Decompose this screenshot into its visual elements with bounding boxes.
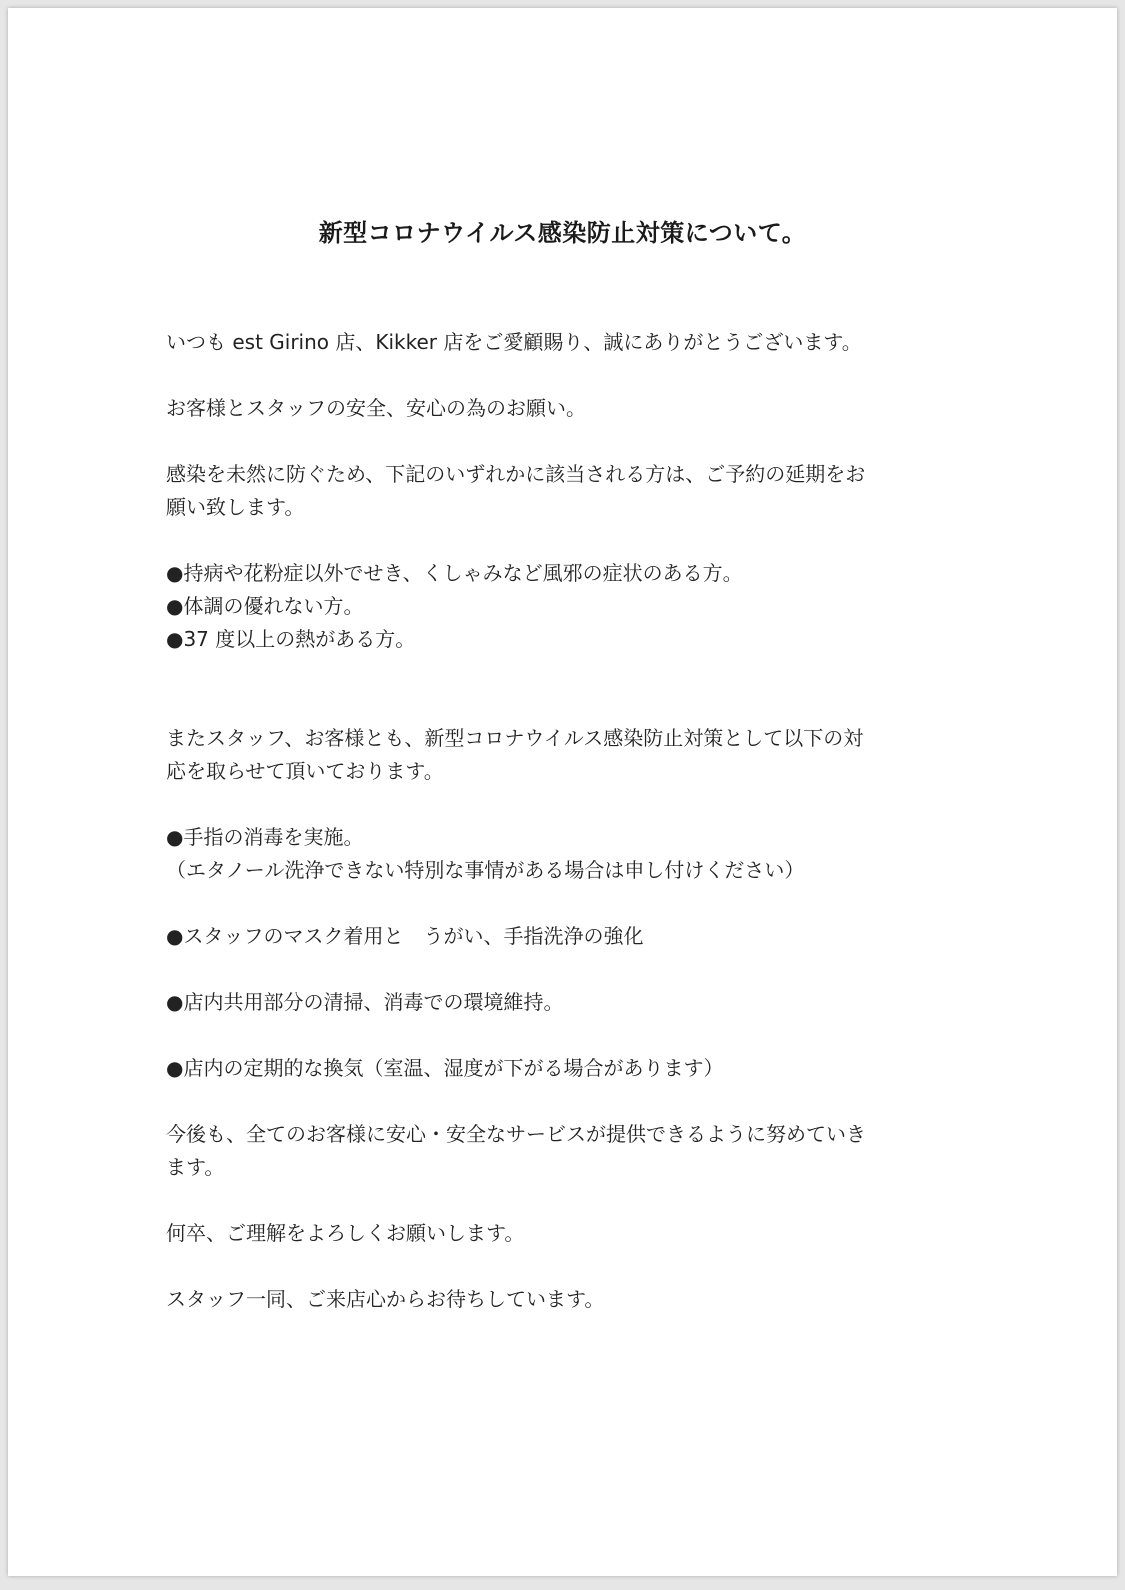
greeting-text: いつも est Girino 店、Kikker 店をご愛顧賜り、誠にありがとうございます。 (166, 330, 862, 354)
postpone-text-line-1: 感染を未然に防ぐため、下記のいずれかに該当される方は、ご予約の延期をお (166, 462, 866, 486)
measure-item-staff-masks: ●スタッフのマスク着用と うがい、手指洗浄の強化 (166, 924, 644, 948)
condition-item: ●37 度以上の熱がある方。 (166, 627, 416, 651)
document-body (166, 326, 966, 1316)
measures-intro-line-1: またスタッフ、お客様とも、新型コロナウイルス感染防止対策として以下の対 (166, 726, 864, 750)
thanks-text: 何卒、ご理解をよろしくお願いします。 (166, 1221, 525, 1245)
closing-text-line-2: ます。 (166, 1155, 225, 1179)
signoff-text: スタッフ一同、ご来店心からお待ちしています。 (166, 1287, 605, 1311)
condition-item: ●体調の優れない方。 (166, 594, 364, 618)
document-title: 新型コロナウイルス感染防止対策について。 (318, 219, 807, 247)
document-page (8, 8, 1117, 1576)
measure-item-cleaning: ●店内共用部分の清掃、消毒での環境維持。 (166, 990, 564, 1014)
condition-item: ●持病や花粉症以外でせき、くしゃみなど風邪の症状のある方。 (166, 561, 743, 585)
measures-intro-line-2: 応を取らせて頂いております。 (166, 759, 444, 783)
measure-item-ventilation: ●店内の定期的な換気（室温、湿度が下がる場合があります） (166, 1056, 724, 1080)
measure-item-note: （エタノール洗浄できない特別な事情がある場合は申し付けください） (166, 858, 805, 882)
postpone-text-line-2: 願い致します。 (166, 495, 305, 519)
closing-text-line-1: 今後も、全てのお客様に安心・安全なサービスが提供できるように努めていき (166, 1122, 866, 1146)
measure-item-hand-disinfection: ●手指の消毒を実施。 (166, 825, 364, 849)
request-intro-text: お客様とスタッフの安全、安心の為のお願い。 (166, 396, 586, 420)
